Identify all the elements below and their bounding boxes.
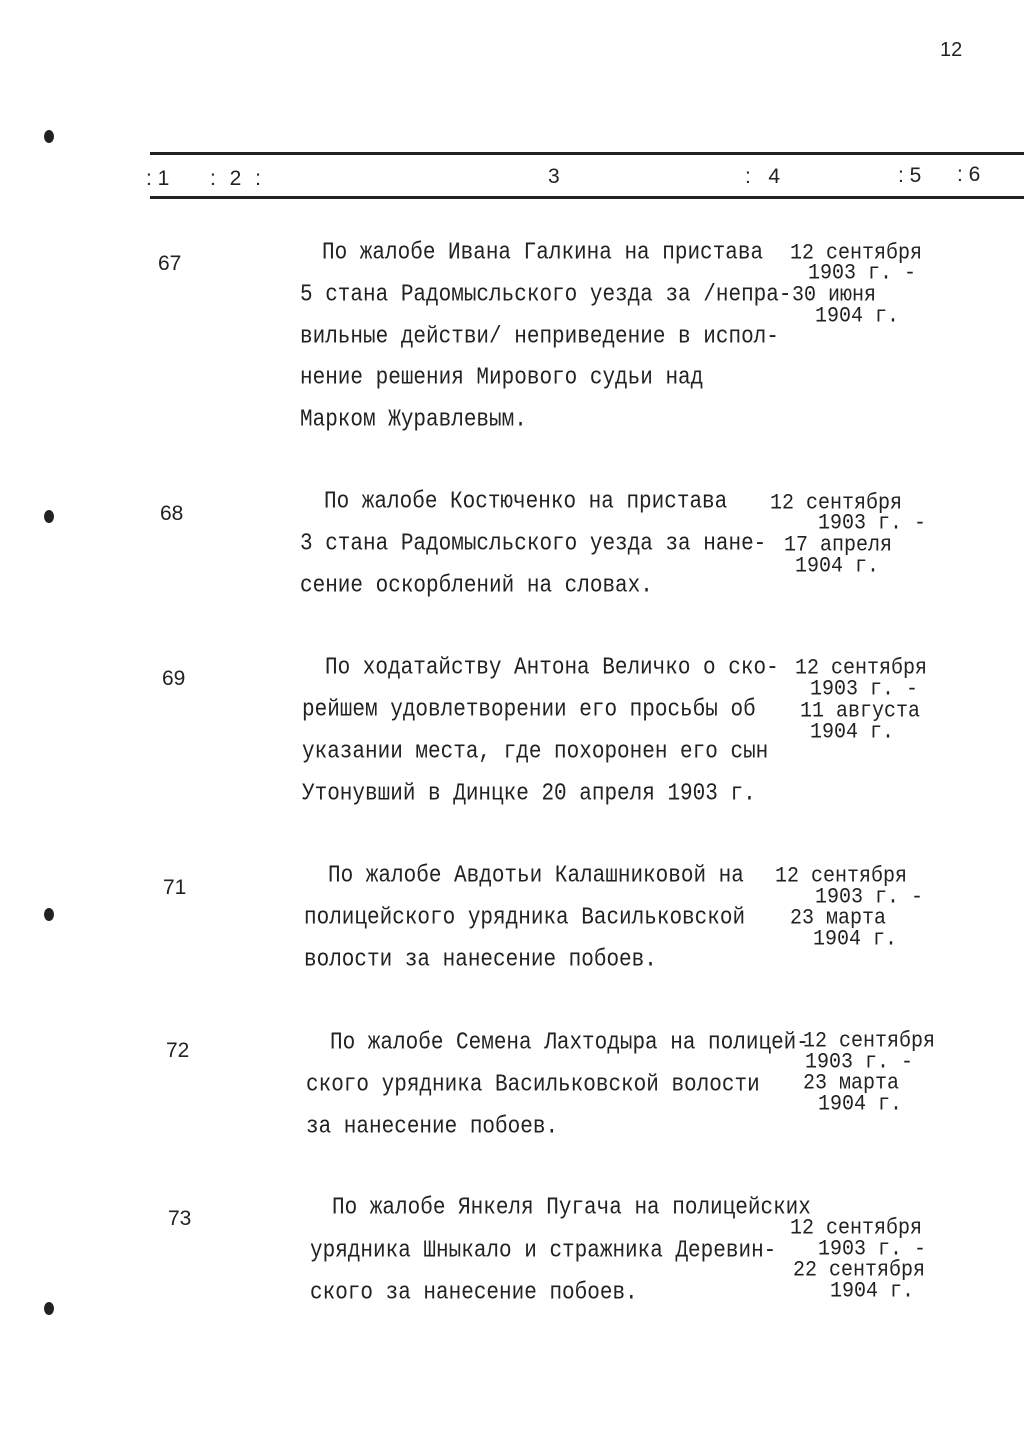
entry-date-line: 1904 г. xyxy=(810,719,895,746)
entry-description-line: 3 стана Радомысльского уезда за нане- xyxy=(300,530,767,558)
entry-number: 71 xyxy=(163,876,187,899)
entry-date-line: 1903 г. - xyxy=(818,1236,927,1263)
entry-date-line: 1903 г. - xyxy=(810,676,919,703)
entry-number: 68 xyxy=(160,502,184,525)
entry-date-line: 23 марта xyxy=(803,1070,900,1097)
entry-date-line: 12 сентября xyxy=(790,240,923,267)
entry-date-line: 11 августа xyxy=(800,698,921,725)
entry-date-line: 12 сентября xyxy=(790,1215,923,1242)
entry-date-line: 1904 г. xyxy=(813,926,898,953)
entry-description-line: По жалобе Костюченко на пристава xyxy=(324,488,728,516)
entry-description-line: По ходатайству Антона Величко о ско- xyxy=(325,654,779,682)
entry-number: 67 xyxy=(158,252,182,275)
entry-date-line: 12 сентября xyxy=(775,863,908,890)
entry-description-line: По жалобе Ивана Галкина на пристава xyxy=(322,239,764,267)
entry-description-line: Утонувший в Динцке 20 апреля 1903 г. xyxy=(302,780,756,808)
entry-description-line: ского урядника Васильковской волости xyxy=(306,1071,760,1099)
entry-description-line: По жалобе Семена Лахтодыра на полицей- xyxy=(330,1029,809,1057)
entry-description-line: По жалобе Янкеля Пугача на полицейских xyxy=(332,1194,811,1222)
entry-date-line: 1903 г. - xyxy=(808,260,917,287)
punch-hole xyxy=(44,1302,54,1315)
entry-date-line: 1903 г. - xyxy=(805,1049,914,1076)
punch-hole xyxy=(44,908,54,921)
entry-description-line: По жалобе Авдотьи Калашниковой на xyxy=(328,862,744,890)
entry-description-line: урядника Шныкало и стражника Деревин- xyxy=(310,1237,777,1265)
entry-date-line: 1904 г. xyxy=(830,1278,915,1305)
entry-date-line: 12 сентября xyxy=(795,655,928,682)
page-number: 12 xyxy=(940,39,963,61)
entry-description-line: 5 стана Радомысльского уезда за /непра- xyxy=(300,281,792,309)
entry-date-line: 1903 г. - xyxy=(818,510,927,537)
punch-hole xyxy=(44,510,54,523)
entry-number: 72 xyxy=(166,1039,190,1062)
entry-date-line: 1904 г. xyxy=(815,303,900,330)
entry-date-line: 30 июня xyxy=(792,282,877,309)
entry-description-line: за нанесение побоев. xyxy=(306,1113,559,1141)
entry-date-line: 17 апреля xyxy=(784,532,893,559)
header-top-rule xyxy=(150,152,1024,155)
entry-date-line: 1904 г. xyxy=(795,553,880,580)
entry-description-line: ского за нанесение побоев. xyxy=(310,1279,638,1307)
punch-hole xyxy=(44,130,54,143)
entry-description-line: волости за нанесение побоев. xyxy=(304,946,657,974)
entry-date-line: 12 сентября xyxy=(803,1028,936,1055)
entry-date-line: 1904 г. xyxy=(818,1091,903,1118)
column-header-4: : 4 xyxy=(745,165,781,188)
entry-description-line: Марком Журавлевым. xyxy=(300,406,527,434)
entry-description-line: полицейского урядника Васильковской xyxy=(304,904,746,932)
column-header-1: : 1 xyxy=(146,167,170,190)
entry-description-line: сение оскорблений на словах. xyxy=(300,572,653,600)
column-header-2: : 2 : xyxy=(210,167,262,190)
entry-date-line: 23 марта xyxy=(790,905,887,932)
entry-description-line: нение решения Мирового судьи над xyxy=(300,364,704,392)
entry-number: 73 xyxy=(168,1207,192,1230)
entry-date-line: 1903 г. - xyxy=(815,884,924,911)
column-header-5: : 5 xyxy=(898,164,922,187)
entry-date-line: 22 сентября xyxy=(793,1257,926,1284)
header-bottom-rule xyxy=(150,196,1024,199)
column-header-6: : 6 xyxy=(957,163,981,186)
entry-number: 69 xyxy=(162,667,186,690)
entry-description-line: рейшем удовлетворении его просьбы об xyxy=(302,696,756,724)
entry-description-line: указании места, где похоронен его сын xyxy=(302,738,769,766)
column-header-3: 3 xyxy=(548,165,560,188)
entry-description-line: вильные действи/ неприведение в испол- xyxy=(300,323,779,351)
entry-date-line: 12 сентября xyxy=(770,490,903,517)
